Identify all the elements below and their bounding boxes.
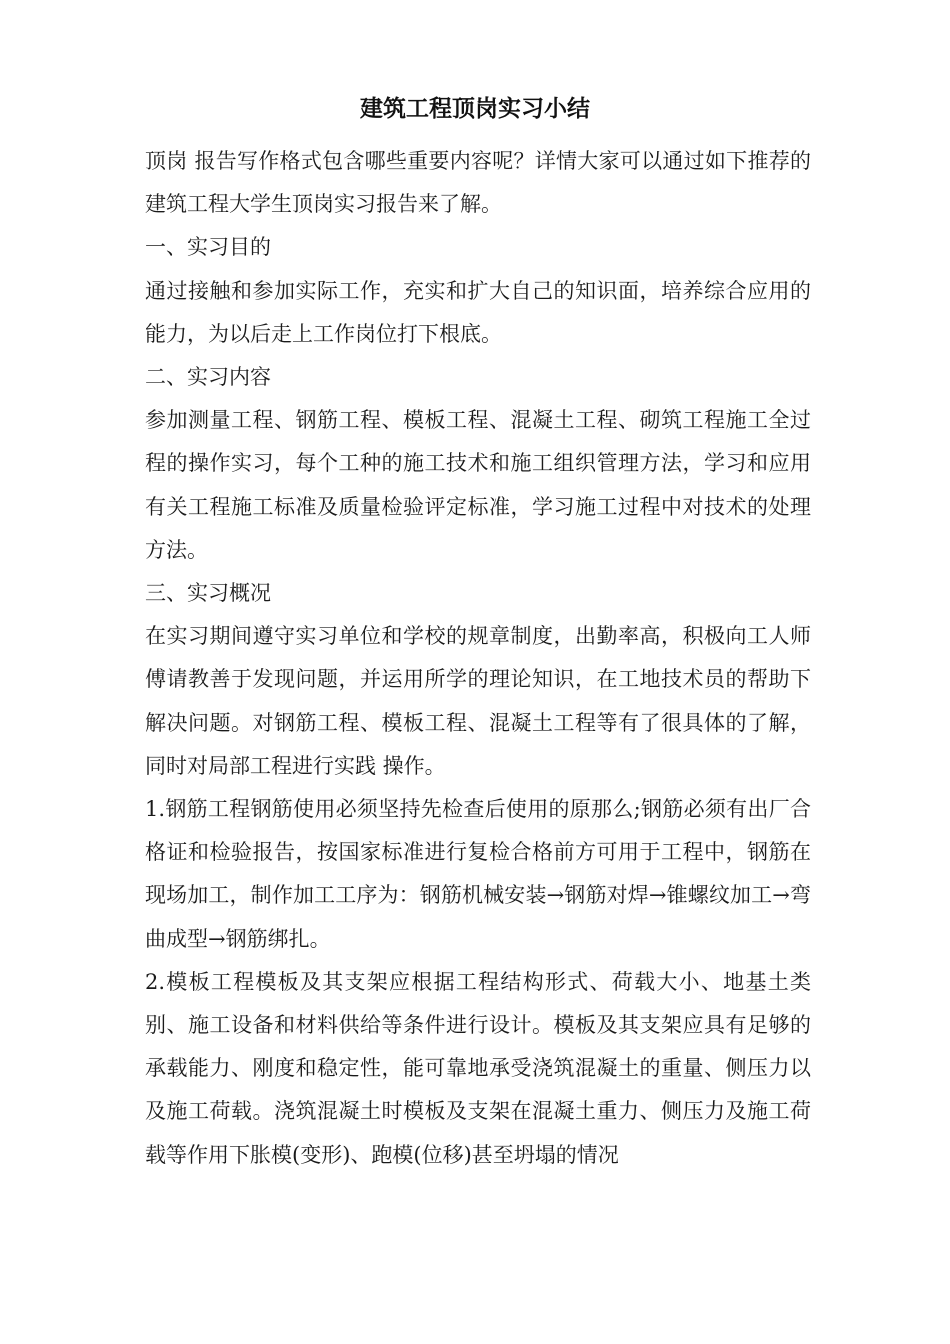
document-title: 建筑工程顶岗实习小结	[360, 95, 590, 122]
document-body	[145, 140, 811, 1177]
formwork-paragraph: 2.模板工程模板及其支架应根据工程结构形式、荷载大小、地基土类别、施工设备和材料供给等条件进行设计。模板及其支架应具有足够的承载能力、刚度和稳定性，能可靠地承受浇筑混凝土的重量、侧压力以及施工荷载。浇筑混凝土时模板及支架在混凝土重力、侧压力及施工荷载等作用下胀模(变形)、跑模(位移)甚至坍塌的情况	[145, 969, 811, 1167]
section-heading-purpose: 一、实习目的	[145, 235, 271, 260]
rebar-paragraph: 1.钢筋工程钢筋使用必须坚持先检查后使用的原那么;钢筋必须有出厂合格证和检验报告，按国家标准进行复检合格前方可用于工程中，钢筋在现场加工，制作加工工序为：钢筋机械安装→钢筋对焊→锥螺纹加工→弯曲成型→钢筋绑扎。	[145, 797, 811, 951]
section-heading-overview: 三、实习概况	[145, 581, 271, 606]
content-paragraph: 参加测量工程、钢筋工程、模板工程、混凝土工程、砌筑工程施工全过程的操作实习，每个工种的施工技术和施工组织管理方法，学习和应用有关工程施工标准及质量检验评定标准，学习施工过程中对技术的处理方法。	[145, 408, 811, 562]
section-heading-content: 二、实习内容	[145, 365, 271, 390]
intro-paragraph: 顶岗 报告写作格式包含哪些重要内容呢？详情大家可以通过如下推荐的建筑工程大学生顶岗实习报告来了解。	[145, 149, 811, 217]
overview-paragraph: 在实习期间遵守实习单位和学校的规章制度，出勤率高，积极向工人师傅请教善于发现问题，并运用所学的理论知识，在工地技术员的帮助下解决问题。对钢筋工程、模板工程、混凝土工程等有了很具体的了解，同时对局部工程进行实践 操作。	[145, 624, 811, 778]
purpose-paragraph: 通过接触和参加实际工作，充实和扩大自己的知识面，培养综合应用的能力，为以后走上工作岗位打下根底。	[145, 278, 811, 346]
